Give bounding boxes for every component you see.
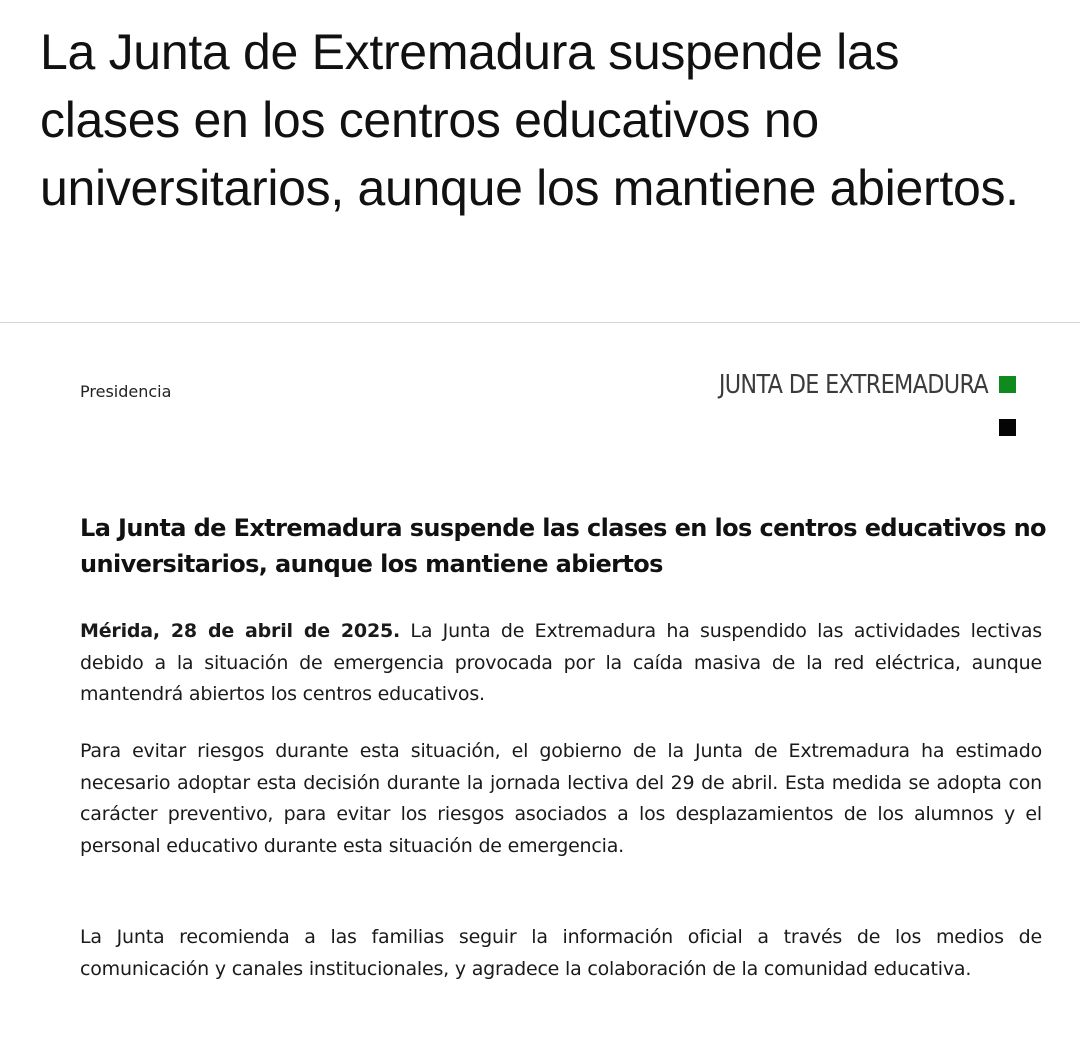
document-title: La Junta de Extremadura suspende las clases en los centros educativos no universitarios, aunque los mantiene abiertos — [80, 514, 1046, 578]
logo-black-square — [999, 419, 1016, 436]
logo-text: JUNTA DE EXTREMADURA — [718, 370, 988, 400]
paragraph-3: La Junta recomienda a las familias seguir la información oficial a través de los medios de comunicación y canales institucionales, y agradece la colaboración de la comunidad educativa. — [80, 926, 1042, 980]
paragraph-1 — [80, 616, 1042, 711]
junta-extremadura-logo — [628, 368, 1028, 438]
paragraph-2: Para evitar riesgos durante esta situación, el gobierno de la Junta de Extremadura ha estimado necesario adoptar esta decisión durante la jornada lectiva del 29 de abril. Esta medida se adopta con carácter preventivo, para evitar los riesgos asociados a los desplazamientos de los alumnos y el personal educativo durante esta situación de emergencia. — [80, 740, 1042, 857]
headline: La Junta de Extremadura suspende las clases en los centros educativos no universitarios, aunque los mantiene abiertos. — [40, 24, 1019, 216]
dateline: Mérida, 28 de abril de 2025. — [80, 620, 401, 642]
divider — [0, 322, 1080, 323]
paragraph-1-text: La Junta de Extremadura ha suspendido las actividades lectivas debido a la situación de emergencia provocada por la caída masiva de la red eléctrica, aunque mantendrá abiertos los centros educativos. — [80, 620, 1042, 705]
department-label: Presidencia — [80, 382, 172, 401]
document-header — [80, 368, 1040, 448]
logo-green-square — [999, 376, 1016, 393]
